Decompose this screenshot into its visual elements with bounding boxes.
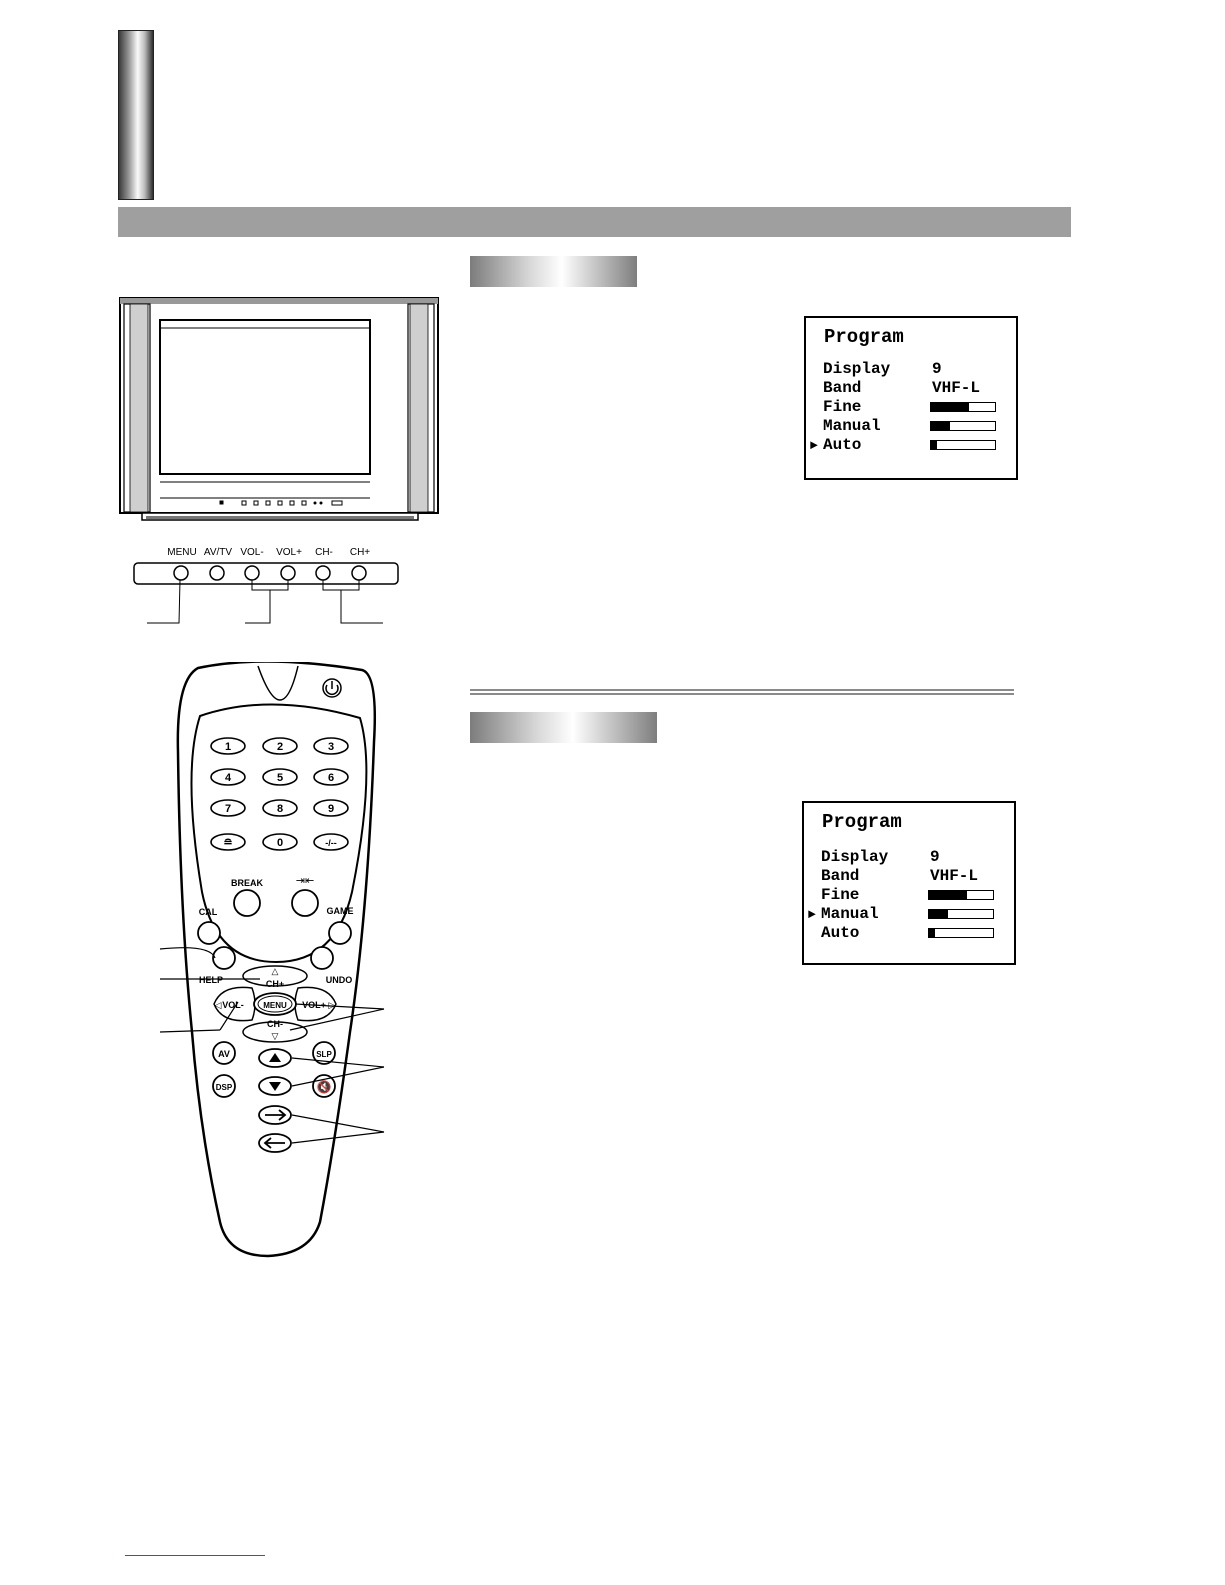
section-header-bar-auto xyxy=(470,256,637,287)
manual-level-bar xyxy=(928,909,994,919)
osd-row-value: VHF-L xyxy=(930,867,979,885)
help-label: HELP xyxy=(198,975,224,985)
break-label: BREAK xyxy=(230,878,264,888)
tv-front-illustration xyxy=(112,292,447,524)
key-label: 9 xyxy=(327,803,335,815)
key-label: 3 xyxy=(327,741,335,753)
right-triangle-icon: ▷ xyxy=(328,1000,336,1010)
selected-marker-icon: ► xyxy=(810,438,818,453)
key-label: 7 xyxy=(224,803,232,815)
undo-button[interactable] xyxy=(311,947,333,969)
osd-row-label: Band xyxy=(823,379,862,397)
osd-row-label: Fine xyxy=(823,398,862,416)
osd-row-label: Manual xyxy=(821,905,879,923)
break-button[interactable] xyxy=(234,890,260,916)
osd-row-value: 9 xyxy=(932,360,942,378)
osd-row-label: Fine xyxy=(821,886,860,904)
osd-row-label: Display xyxy=(821,848,889,866)
panel-label-vol-minus: VOL- xyxy=(240,547,264,558)
down-triangle-icon: ▽ xyxy=(271,1031,279,1041)
hold-button[interactable] xyxy=(292,890,318,916)
key-label: 0 xyxy=(276,837,284,849)
panel-avtv-button[interactable] xyxy=(210,566,224,580)
game-button[interactable] xyxy=(329,922,351,944)
dsp-label: DSP xyxy=(215,1083,233,1092)
osd-row-band xyxy=(806,379,1016,398)
osd-row-label: Band xyxy=(821,867,860,885)
osd-row-fine xyxy=(806,398,1016,417)
game-label: GAME xyxy=(326,906,354,916)
panel-ch-minus-button[interactable] xyxy=(316,566,330,580)
section-header-bar-manual xyxy=(470,712,657,743)
osd-row-band xyxy=(804,867,1014,886)
up-triangle-icon: △ xyxy=(271,966,279,976)
mute-icon: 🔇 xyxy=(316,1080,332,1094)
key-label: 1 xyxy=(224,741,232,753)
chapter-side-bar xyxy=(118,30,154,200)
osd-program-menu-auto xyxy=(804,316,1018,480)
auto-level-bar xyxy=(930,440,996,450)
auto-level-bar xyxy=(928,928,994,938)
manual-level-bar xyxy=(930,421,996,431)
panel-menu-button[interactable] xyxy=(174,566,188,580)
panel-label-menu: MENU xyxy=(167,547,197,558)
help-button[interactable] xyxy=(213,947,235,969)
footer-rule xyxy=(125,1555,265,1556)
key-label: -/-- xyxy=(325,838,337,848)
osd-title: Program xyxy=(822,811,902,833)
section-divider xyxy=(470,689,1014,695)
osd-row-label: Auto xyxy=(823,436,862,454)
av-label: AV xyxy=(218,1049,230,1059)
osd-row-value: 9 xyxy=(930,848,940,866)
key-label: 4 xyxy=(224,772,232,784)
panel-vol-minus-button[interactable] xyxy=(245,566,259,580)
osd-row-display xyxy=(806,360,1016,379)
panel-vol-plus-button[interactable] xyxy=(281,566,295,580)
title-band xyxy=(118,207,1071,237)
panel-ch-plus-button[interactable] xyxy=(352,566,366,580)
cal-label: CAL xyxy=(198,907,218,917)
osd-row-label: Auto xyxy=(821,924,860,942)
key-label: 8 xyxy=(276,803,284,815)
osd-title: Program xyxy=(824,326,904,348)
osd-program-menu-manual xyxy=(802,801,1016,965)
remote-control-illustration xyxy=(140,662,390,1262)
osd-row-value: VHF-L xyxy=(932,379,981,397)
panel-label-avtv: AV/TV xyxy=(203,547,233,558)
osd-row-auto xyxy=(804,924,1014,943)
osd-row-auto xyxy=(806,436,1016,455)
panel-label-ch-minus: CH- xyxy=(315,547,333,558)
key-label: 6 xyxy=(327,772,335,784)
undo-label: UNDO xyxy=(325,975,353,985)
vol-plus-label: VOL+ xyxy=(302,1000,326,1010)
hold-icon: ⇥⇤ xyxy=(295,875,315,887)
osd-row-manual xyxy=(804,905,1014,924)
panel-label-vol-plus: VOL+ xyxy=(276,547,302,558)
osd-row-fine xyxy=(804,886,1014,905)
osd-row-display xyxy=(804,848,1014,867)
panel-label-ch-plus: CH+ xyxy=(349,547,371,558)
osd-row-manual xyxy=(806,417,1016,436)
cal-button[interactable] xyxy=(198,922,220,944)
left-triangle-icon: ◁ xyxy=(214,1000,222,1010)
fine-level-bar xyxy=(928,890,994,900)
ch-plus-label: CH+ xyxy=(265,979,285,989)
ch-minus-label: CH- xyxy=(267,1019,283,1029)
fine-level-bar xyxy=(930,402,996,412)
front-control-panel xyxy=(125,540,405,640)
osd-row-label: Manual xyxy=(823,417,881,435)
menu-label: MENU xyxy=(263,1001,287,1010)
vol-minus-label: VOL- xyxy=(222,1000,244,1010)
key-label: 2 xyxy=(276,741,284,753)
selected-marker-icon: ► xyxy=(808,907,816,922)
slp-label: SLP xyxy=(316,1050,332,1059)
recall-icon: ≘ xyxy=(223,837,233,849)
key-label: 5 xyxy=(276,772,284,784)
osd-row-label: Display xyxy=(823,360,891,378)
